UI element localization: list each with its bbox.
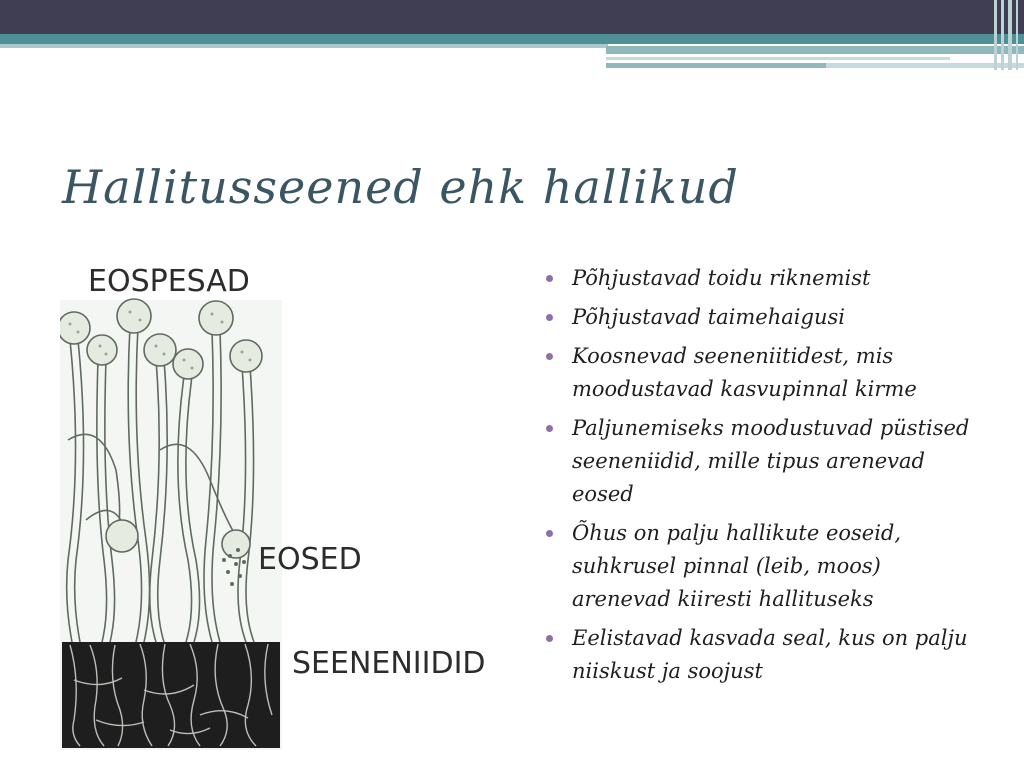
header-band-teal — [0, 34, 1024, 44]
header-stripe — [606, 57, 950, 60]
header-stripe — [606, 63, 826, 68]
corner-decoration — [990, 0, 1024, 70]
bullet-list — [540, 262, 970, 694]
bullet-text: Põhjustavad toidu riknemist — [572, 266, 871, 290]
bullet-text: Põhjustavad taimehaigusi — [572, 305, 845, 329]
slide-title: Hallitusseened ehk hallikud — [62, 160, 739, 214]
label-sporangia: EOSPESAD — [88, 264, 250, 299]
bullet-icon — [546, 635, 553, 642]
bullet-item — [540, 262, 970, 295]
header-stripe — [606, 46, 1024, 54]
label-spores: EOSED — [258, 542, 362, 577]
bullet-item — [540, 517, 970, 616]
bullet-item — [540, 301, 970, 334]
bullet-text: Õhus on palju hallikute eoseid, suhkrusel pinnal (leib, moos) arenevad kiiresti hallituseks — [572, 521, 902, 611]
bullet-item — [540, 622, 970, 688]
bullet-item — [540, 412, 970, 511]
label-hyphae: SEENENIIDID — [292, 646, 486, 681]
bullet-icon — [546, 275, 553, 282]
mold-illustration — [60, 260, 500, 750]
header-band-dark — [0, 0, 1024, 34]
bullet-text: Koosnevad seeneniitidest, mis moodustavad kasvupinnal kirme — [572, 344, 917, 401]
header-band-light — [0, 44, 608, 48]
bullet-text: Eelistavad kasvada seal, kus on palju niiskust ja soojust — [572, 626, 968, 683]
bullet-icon — [546, 425, 553, 432]
bullet-icon — [546, 353, 553, 360]
bullet-icon — [546, 530, 553, 537]
bullet-icon — [546, 314, 553, 321]
bullet-item — [540, 340, 970, 406]
bullet-text: Paljunemiseks moodustuvad püstised seeneniidid, mille tipus arenevad eosed — [572, 416, 970, 506]
